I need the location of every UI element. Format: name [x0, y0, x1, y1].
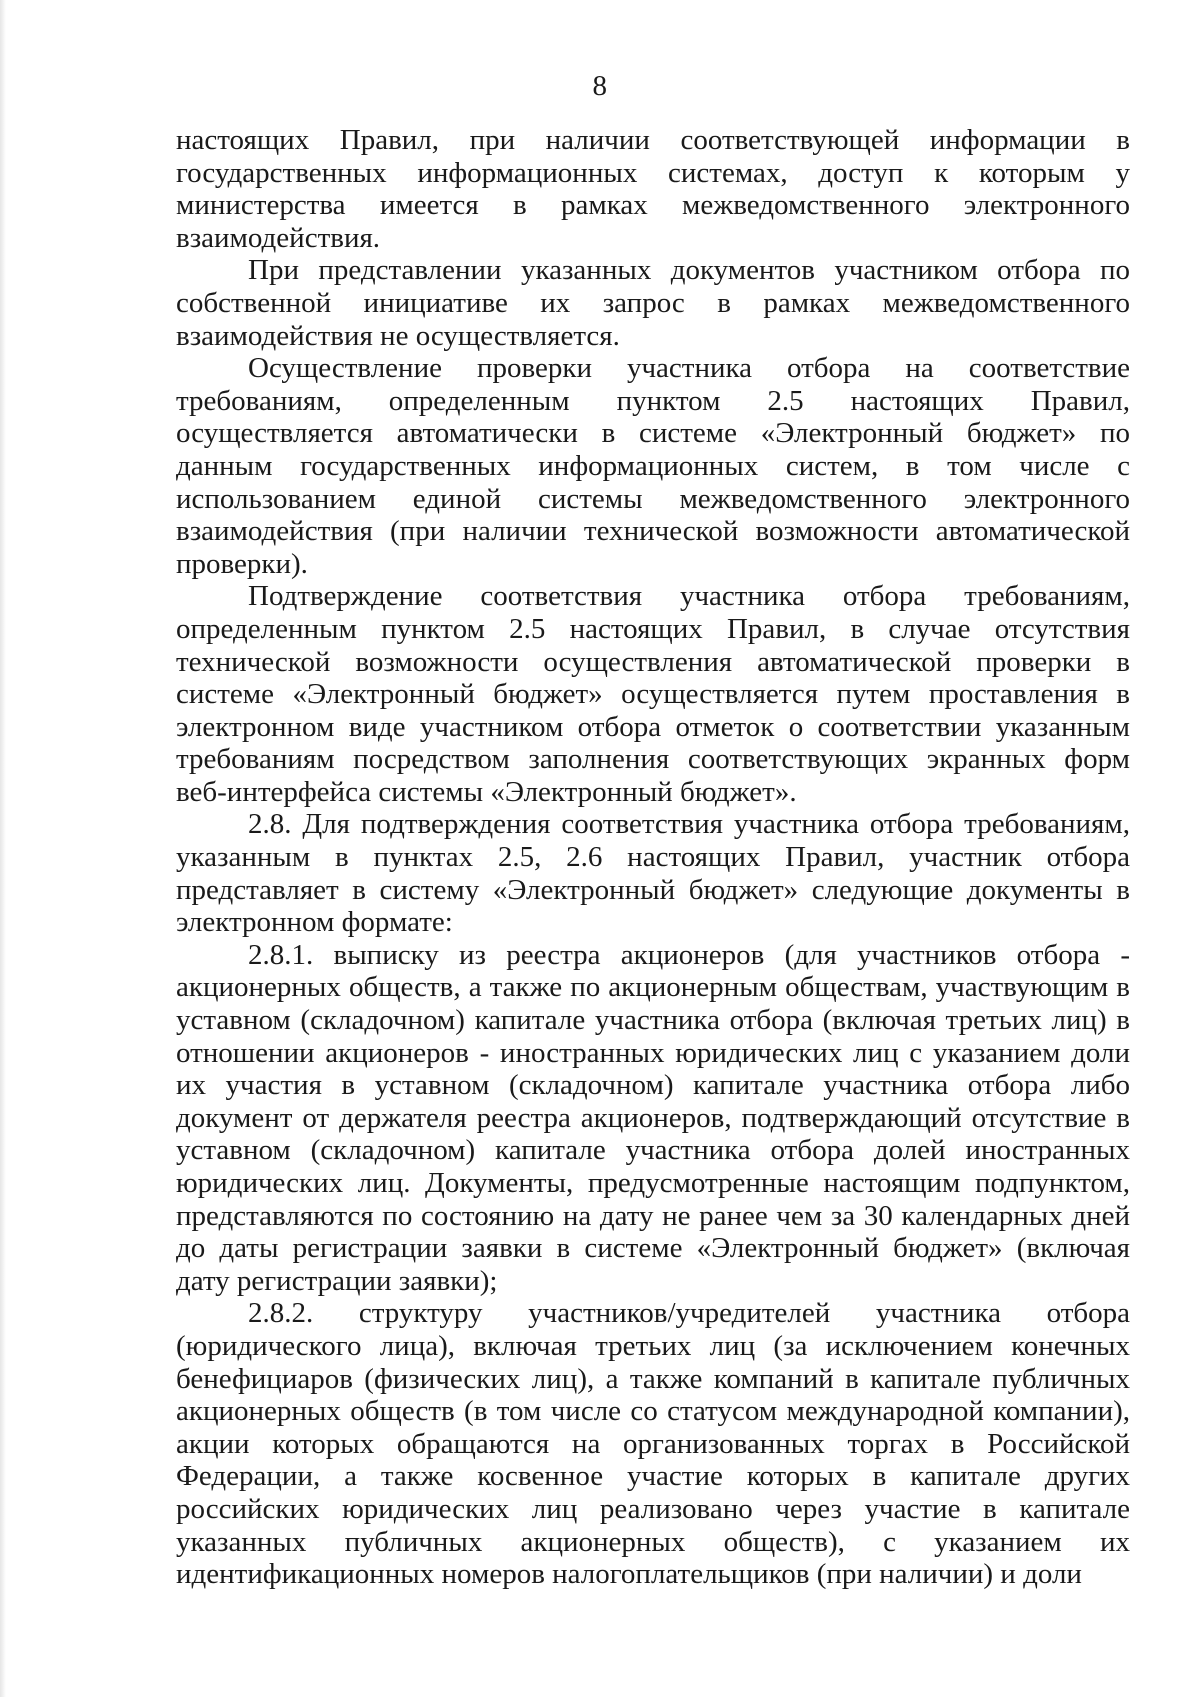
- paragraph-2-8: 2.8. Для подтверждения соответствия участника отбора требованиям, указанным в пунктах 2.5, 2.6 настоящих Правил, участник отбора представляет в систему «Электронный бюджет» следующие документы в электронном формате:: [176, 808, 1130, 939]
- scan-edge: [0, 0, 6, 1697]
- page-number: 8: [592, 70, 608, 102]
- paragraph-1: настоящих Правил, при наличии соответствующей информации в государственных информационных системах, доступ к которым у министерства имеется в рамках межведомственного электронного взаимодействия.: [176, 124, 1130, 254]
- paragraph-4: Подтверждение соответствия участника отбора требованиям, определенным пунктом 2.5 настоящих Правил, в случае отсутствия технической возможности осуществления автоматической проверки в системе «Электронный бюджет» осуществляется путем проставления в электронном виде участником отбора отметок о соответствии указанным требованиям посредством заполнения соответствующих экранных форм веб-интерфейса системы «Электронный бюджет».: [176, 580, 1130, 808]
- paragraph-2-8-1: 2.8.1. выписку из реестра акционеров (для участников отбора - акционерных обществ, а также по акционерным обществам, участвующим в уставном (складочном) капитале участника отбора (включая третьих лиц) в отношении акционеров - иностранных юридических лиц с указанием доли их участия в уставном (складочном) капитале участника отбора либо документ от держателя реестра акционеров, подтверждающий отсутствие в уставном (складочном) капитале участника отбора долей иностранных юридических лиц. Документы, предусмотренные настоящим подпунктом, представляются по состоянию на дату не ранее чем за 30 календарных дней до даты регистрации заявки в системе «Электронный бюджет» (включая дату регистрации заявки);: [176, 938, 1130, 1297]
- paragraph-3: Осуществление проверки участника отбора на соответствие требованиям, определенным пунктом 2.5 настоящих Правил, осуществляется автоматически в системе «Электронный бюджет» по данным государственных информационных систем, в том числе с использованием единой системы межведомственного электронного взаимодействия (при наличии технической возможности автоматической проверки).: [176, 352, 1130, 580]
- paragraph-2-8-2: 2.8.2. структуру участников/учредителей участника отбора (юридического лица), включая третьих лиц (за исключением конечных бенефициаров (физических лиц), а также компаний в капитале публичных акционерных обществ (в том числе со статусом международной компании), акции которых обращаются на организованных торгах в Российской Федерации, а также косвенное участие которых в капитале других российских юридических лиц реализовано через участие в капитале указанных публичных акционерных обществ), с указанием их идентификационных номеров налогоплательщиков (при наличии) и доли: [176, 1297, 1130, 1591]
- document-body: [176, 124, 1130, 1591]
- paragraph-2: При представлении указанных документов участником отбора по собственной инициативе их запрос в рамках межведомственного взаимодействия не осуществляется.: [176, 254, 1130, 352]
